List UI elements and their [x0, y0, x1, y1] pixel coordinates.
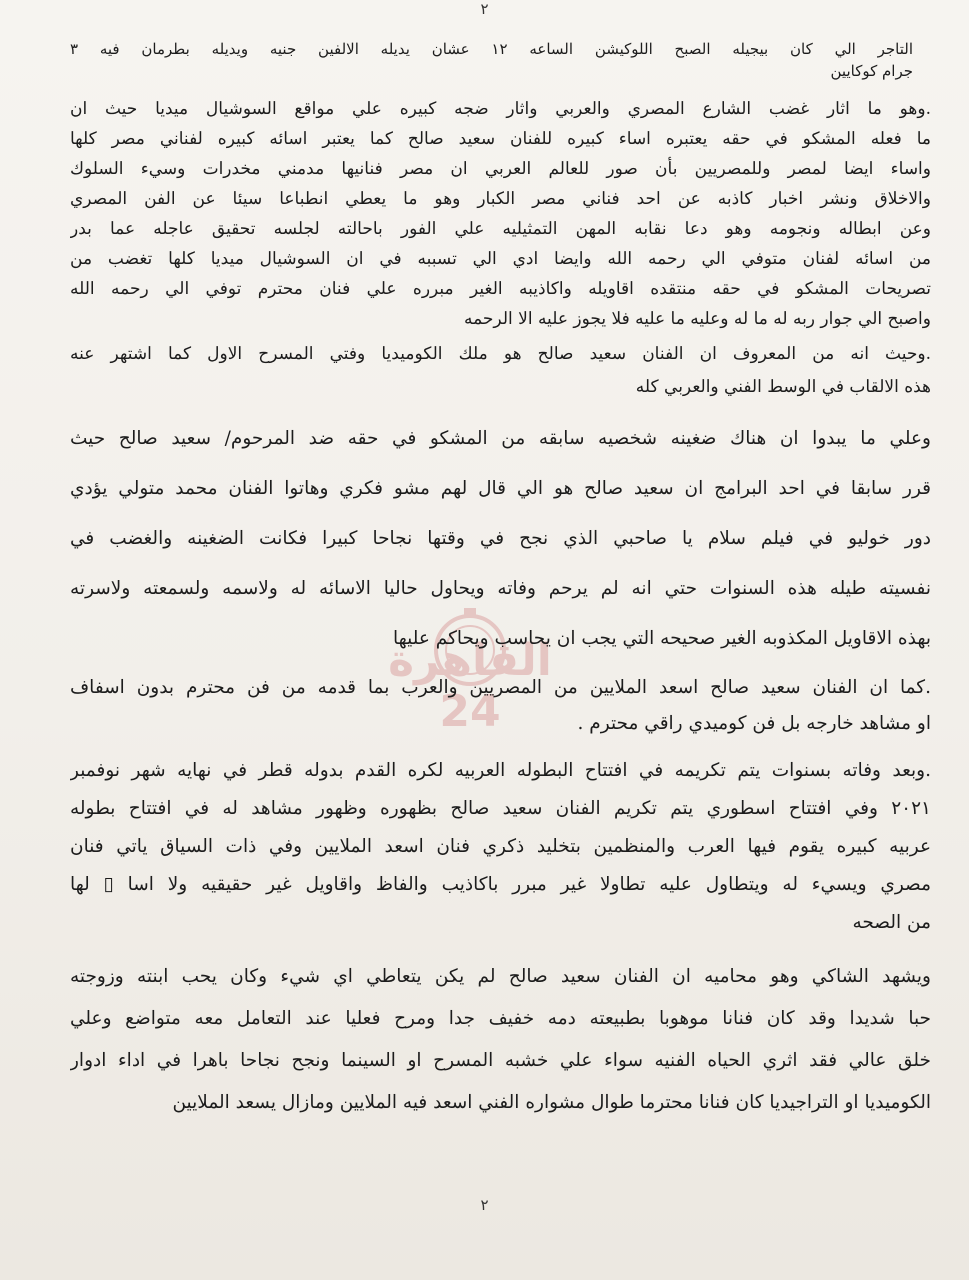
text-line: من الصحه	[852, 912, 931, 933]
watermark-text: القاهرة 24	[388, 635, 552, 737]
text-line: التاجر الي كان بيجيله الصبح اللوكيشن الساعه ١٢ عشان يديله الالفين جنيه ويديله بطرمان فيه ٣	[70, 40, 913, 58]
text-line: دور خوليو في فيلم سلام يا صاحبي الذي نجح في وقتها نجاحا كبيرا فكانت الضغينه والغضب في	[70, 528, 931, 549]
text-line: مصري ويسيء له ويتطاول عليه تطاولا غير مبرر باكاذيب والفاظ واقاويل غير حقيقيه ولا اسا ▯ لها	[70, 874, 931, 895]
text-line: نفسيته طيله هذه السنوات حتي انه لم يرحم وفاته ويحاول حاليا الاسائه له ولاسمه ولسمعته ولاسرته	[70, 578, 931, 599]
text-line: الكوميديا او التراجيديا كان فنانا محترما طوال مشواره الفني اسعد فيه الملايين ومازال يسعد الملايين	[172, 1092, 931, 1113]
text-line: تصريحات المشكو في حقه منتقده اقاويله واكاذيبه الغير مبرره علي فنان محترم توفي الي رحمه الله	[70, 279, 931, 299]
text-line: وعلي ما يبدوا ان هناك ضغينه شخصيه سابقه من المشكو في حقه ضد المرحوم/ سعيد صالح حيث	[70, 428, 931, 449]
paragraph	[70, 38, 913, 82]
text-line: .كما ان الفنان سعيد صالح اسعد الملايين من المصريين والعرب بما قدمه من فن محترم بدون اسفاف	[70, 677, 931, 698]
text-line: خلق عالي فقد اثري الحياه الفنيه سواء علي خشبه المسرح او السينما ونجح نجاحا باهرا في اداء ادوار	[70, 1050, 931, 1071]
text-line: من اسائه لفنان متوفي الي رحمه الله وايضا ادي الي تسببه في ان السوشيال ميديا كلها تغضب من	[70, 249, 931, 269]
text-line: ما فعله المشكو في حقه يعتبره اساء كبيره للفنان سعيد صالح كما يعتبر اسائه كبيره لفناني مصر كلها	[70, 129, 931, 149]
text-line: حبا شديدا وقد كان فنانا موهوبا بطبيعته دمه خفيف جدا ومرح فعليا عند التعامل معه متواضع وعلي	[70, 1008, 931, 1029]
paragraph	[70, 956, 931, 1124]
paragraph	[70, 338, 931, 404]
text-line: وعن ابطاله ونجومه وهو دعا نقابه المهن التمثيليه علي الفور باحالته لجلسه تحقيق عاجله عما بدر	[70, 219, 931, 239]
text-line: او مشاهد خارجه بل فن كوميدي راقي محترم .	[577, 713, 931, 734]
paragraph	[70, 670, 931, 742]
text-line: عربيه كبيره يقوم فيها العرب والمنظمين بتخليد ذكري فنان اسعد الملايين وفي ذات السياق ياتي فنان	[70, 836, 931, 857]
text-line: والاخلاق ونشر اخبار كاذبه عن احد فناني مصر الكبار وهو ما يعطي انطباعا سيئا عن الفن المصري	[70, 189, 931, 209]
text-line: .وهو ما اثار غضب الشارع المصري والعربي واثار ضجه كبيره علي مواقع السوشيال ميديا حيث ان	[70, 99, 931, 119]
text-line: واساء ايضا لمصر وللمصريين بأن صور للعالم العربي ان مصر فنانيها مدمني مخدرات وسيء السلوك	[70, 159, 931, 179]
text-line: ويشهد الشاكي وهو محاميه ان الفنان سعيد صالح لم يكن يتعاطي اي شيء وكان يحب ابنته وزوجته	[70, 966, 931, 987]
text-line: جرام كوكايين	[830, 62, 913, 80]
document-body	[70, 38, 931, 1124]
paragraph	[70, 94, 931, 334]
text-line: هذه الالقاب في الوسط الفني والعربي كله	[635, 377, 931, 397]
paragraph	[70, 414, 931, 664]
text-line: .وحيث انه من المعروف ان الفنان سعيد صالح هو ملك الكوميديا وفتي المسرح الاول كما اشتهر عنه	[70, 344, 931, 364]
paragraph	[70, 752, 931, 942]
page-number-top: ٢	[480, 0, 489, 18]
text-line: .وبعد وفاته بسنوات يتم تكريمه في افتتاح البطوله العربيه لكره القدم بدوله قطر في نهايه شهر نوفمبر	[70, 760, 931, 781]
page-number-bottom: ٢	[480, 1196, 489, 1214]
text-line: ٢٠٢١ وفي افتتاح اسطوري يتم تكريم الفنان سعيد صالح بظهوره وظهور مشاهد له في افتتاح بطوله	[70, 798, 931, 819]
text-line: واصبح الي جوار ربه له ما له وعليه ما عليه فلا يجوز عليه الا الرحمه	[463, 309, 931, 329]
text-line: بهذه الاقاويل المكذوبه الغير صحيحه التي يجب ان يحاسب ويحاكم عليها	[393, 628, 931, 649]
text-line: قرر سابقا في احد البرامج ان سعيد صالح هو الي قال لهم مشو فكري وهاتوا الفنان محمد متولي يؤدي	[70, 478, 931, 499]
